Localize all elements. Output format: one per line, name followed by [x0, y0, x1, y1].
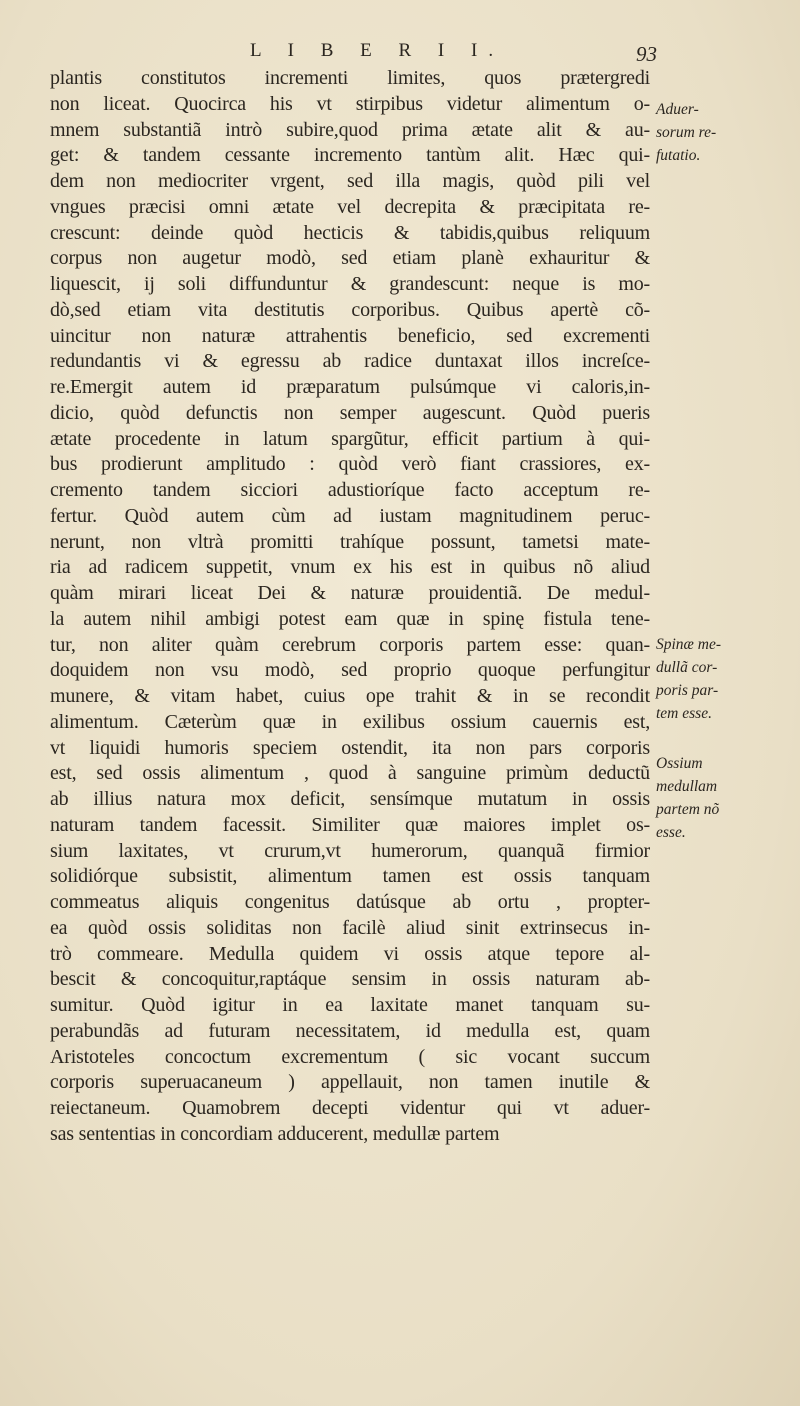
- text-line: commeatus aliquis congenitus datúsque ab ortu , propter-: [50, 891, 650, 913]
- text-line: fertur. Quòd autem cùm ad iustam magnitudinem peruc-: [50, 504, 650, 527]
- text-line: dò,sed etiam vita destitutis corporibus. Quibus apertè cõ-: [50, 298, 650, 321]
- text-line: sium laxitates, vt crurum,vt humerorum, quanquã firmior: [50, 839, 650, 862]
- page-number: 93: [636, 42, 657, 66]
- text-line: ab illius natura mox deficit, sensímque mutatum in ossis: [50, 788, 650, 810]
- text-line: mnem substantiã intrò subire,quod prima ætate alit & au-: [50, 118, 650, 141]
- text-line: bescit & concoquitur,raptáque sensim in ossis naturam ab-: [50, 968, 650, 991]
- margin-note-bone-marrow: [656, 752, 796, 844]
- text-line: ea quòd ossis soliditas non facilè aliud sinit extrinsecus in-: [50, 916, 650, 939]
- margin-note-line: futatio.: [656, 147, 701, 164]
- text-line: doquidem non vsu modò, sed proprio quoque perfungitur: [50, 659, 650, 682]
- margin-note-line: poris par-: [656, 682, 719, 699]
- text-line: ætate procedente in latum spargũtur, efficit partium à qui-: [50, 427, 650, 450]
- text-line: vngues præcisi omni ætate vel decrepita & præcipitata re-: [50, 195, 650, 218]
- text-line: Aristoteles concoctum excrementum ( sic vocant succum: [50, 1045, 650, 1068]
- margin-note-line: sorum re-: [656, 124, 717, 141]
- text-line: corporis superuacaneum ) appellauit, non tamen inutile &: [50, 1071, 650, 1094]
- margin-note-spinal-marrow: [656, 633, 796, 725]
- text-line: liquescit, ij soli diffunduntur & grandescunt: neque is mo-: [50, 273, 650, 295]
- text-line: bus prodierunt amplitudo : quòd verò fiant crassiores, ex-: [50, 453, 650, 476]
- text-line: non liceat. Quocirca his vt stirpibus videtur alimentum o-: [50, 92, 650, 115]
- text-line: nerunt, non vltrà promitti trahíque possunt, tametsi mate-: [50, 530, 650, 553]
- text-line: crescunt: deinde quòd hecticis & tabidis,quibus reliquum: [50, 221, 650, 244]
- text-line: sas sententias in concordiam adducerent, medullæ partem: [50, 1122, 500, 1145]
- text-line: corpus non augetur modò, sed etiam planè exhauritur &: [50, 247, 650, 270]
- text-line: alimentum. Cæterùm quæ in exilibus ossium cauernis est,: [50, 710, 650, 733]
- text-line: est, sed ossis alimentum , quod à sanguine primùm deductũ: [50, 762, 650, 785]
- margin-note-line: Ossium: [656, 755, 703, 772]
- text-line: get: & tandem cessante incremento tantùm alit. Hæc qui-: [50, 144, 650, 167]
- margin-note-refutation: [656, 98, 796, 167]
- text-line: uincitur non naturæ attrahentis beneficio, sed excrementi: [50, 324, 650, 347]
- margin-note-line: Spinæ me-: [656, 636, 722, 653]
- margin-note-line: medullam: [656, 778, 718, 795]
- margin-note-line: dullã cor-: [656, 659, 718, 676]
- text-line: re.Emergit autem id præparatum pulsúmque vi caloris,in-: [50, 376, 650, 398]
- text-line: redundantis vi & egressu ab radice duntaxat illos increſce-: [50, 350, 650, 373]
- text-line: la autem nihil ambigi potest eam quæ in spinę fistula tene-: [50, 607, 650, 630]
- text-line: dem non mediocriter vrgent, sed illa magis, quòd pili vel: [50, 170, 650, 192]
- margin-note-line: Aduer-: [656, 101, 699, 118]
- text-line: dicio, quòd defunctis non semper augescunt. Quòd pueris: [50, 401, 650, 424]
- text-line: munere, & vitam habet, cuius ope trahit & in se recondit: [50, 685, 650, 707]
- running-title: L I B E R I I.: [250, 40, 505, 61]
- text-line: trò commeare. Medulla quidem vi ossis atque tepore al-: [50, 942, 650, 965]
- text-line: sumitur. Quòd igitur in ea laxitate manet tanquam su-: [50, 994, 650, 1016]
- text-line: vt liquidi humoris speciem ostendit, ita non pars corporis: [50, 736, 650, 759]
- text-line: plantis constitutos incrementi limites, quos prætergredi: [50, 67, 650, 89]
- margin-note-line: tem esse.: [656, 705, 712, 722]
- main-text-block: [50, 66, 650, 1148]
- text-line: quàm mirari liceat Dei & naturæ prouidentiã. De medul-: [50, 582, 650, 604]
- text-line: tur, non aliter quàm cerebrum corporis partem esse: quan-: [50, 633, 650, 656]
- margin-note-line: esse.: [656, 824, 686, 841]
- text-line: naturam tandem facessit. Similiter quæ maiores implet os-: [50, 813, 650, 836]
- text-line: solidiórque subsistit, alimentum tamen est ossis tanquam: [50, 865, 650, 888]
- text-line: ria ad radicem suppetit, vnum ex his est in quibus nõ aliud: [50, 556, 650, 579]
- text-line: cremento tandem sicciori adustioríque facto acceptum re-: [50, 479, 650, 501]
- text-line: perabundãs ad futuram necessitatem, id medulla est, quam: [50, 1019, 650, 1042]
- margin-note-line: partem nõ: [656, 801, 720, 818]
- text-line: reiectaneum. Quamobrem decepti videntur qui vt aduer-: [50, 1097, 650, 1119]
